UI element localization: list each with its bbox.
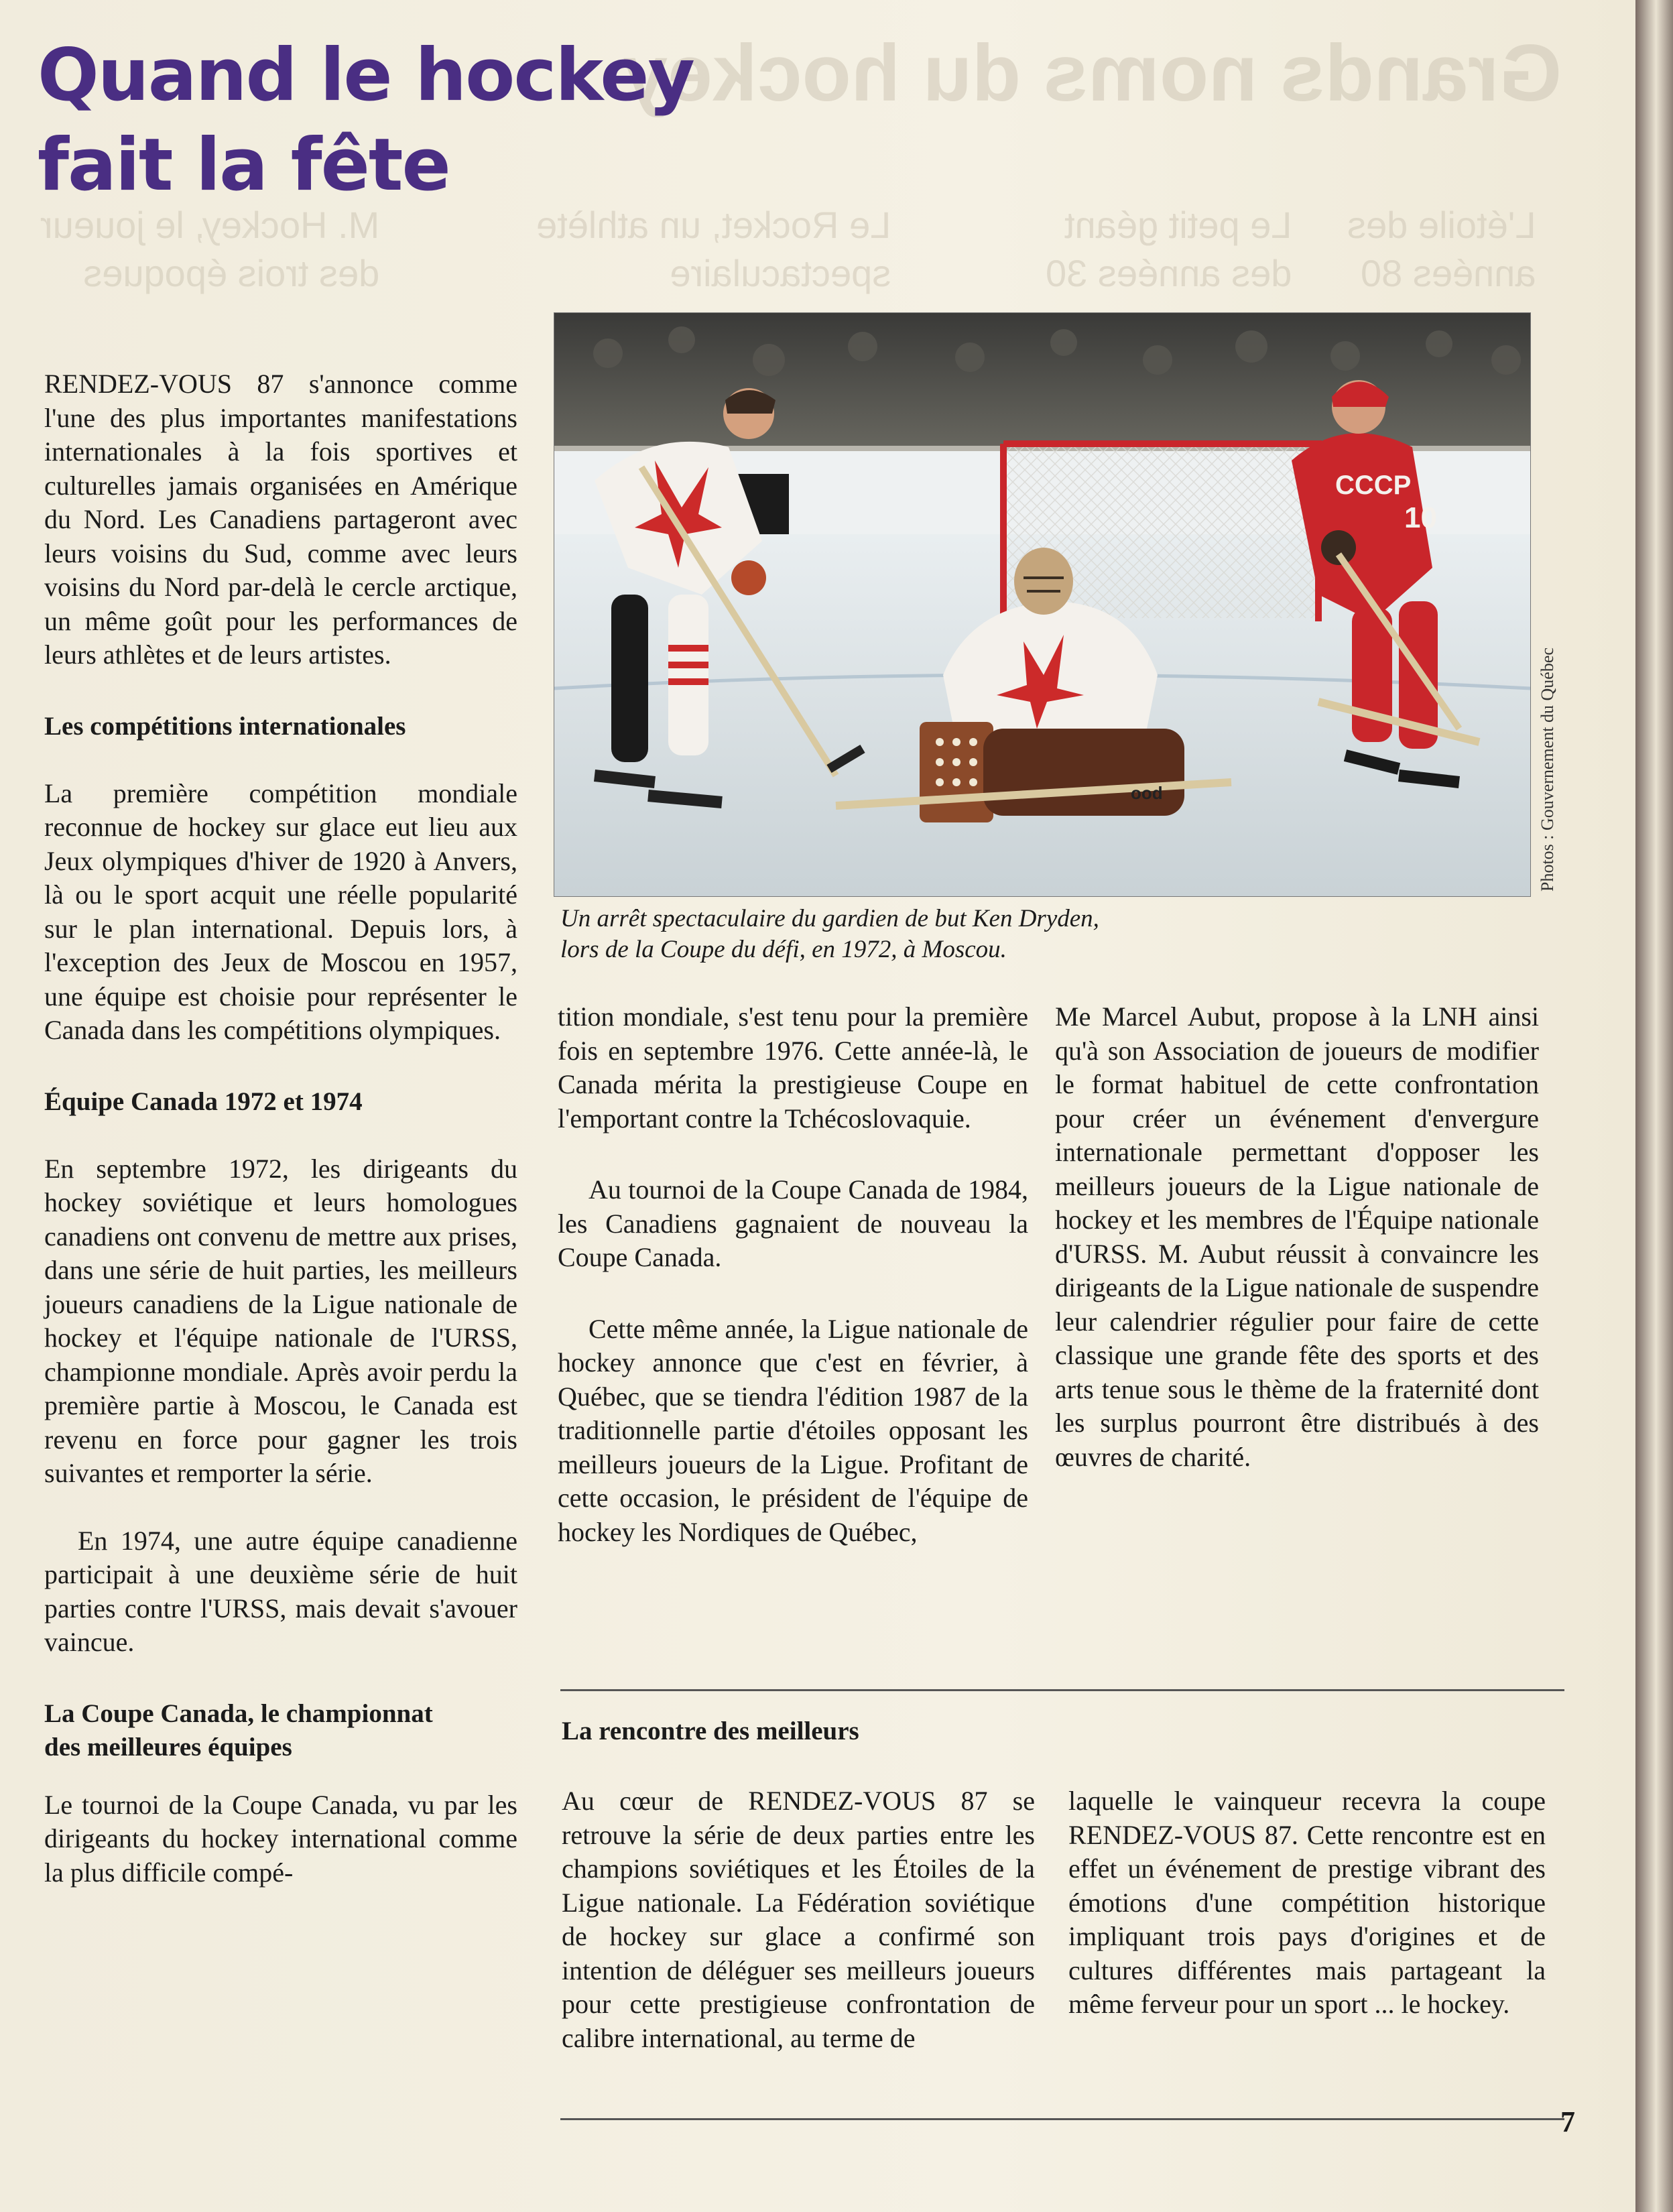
section-rule-bottom	[560, 2118, 1564, 2120]
section-rule-top	[560, 1689, 1564, 1691]
stick-brand: ood	[1131, 783, 1163, 803]
heading-coupe-line-1: La Coupe Canada, le championnat	[44, 1699, 433, 1728]
heading-equipe-canada: Équipe Canada 1972 et 1974	[44, 1087, 363, 1116]
page-title	[38, 31, 694, 210]
bleedthrough-sub-1: M. Hockey, le joueur des trois époques	[40, 204, 380, 294]
title-line-1: Quand le hockey	[38, 34, 694, 117]
hockey-game-illustration	[554, 313, 1530, 896]
photo-caption	[560, 904, 1099, 965]
coupe-paragraph-2: Au tournoi de la Coupe Canada de 1984, les Canadiens gagnaient de nouveau la Coupe Canada.	[558, 1174, 1028, 1272]
column-2	[558, 1000, 1028, 1549]
heading-competitions: Les compétitions internationales	[44, 711, 406, 741]
heading-coupe-line-2: des meilleures équipes	[44, 1732, 292, 1762]
coupe-paragraph-3: Cette même année, la Ligue nationale de hockey annonce que c'est en février, à Québec, que se tiendra l'édition 1987 de la traditionnelle partie d'étoiles opposant les meilleurs joueurs de la Ligue. Profitant de cette occasion, le président de l'équipe de hockey les Nordiques de Québec,	[558, 1313, 1028, 1547]
column-3	[1055, 1000, 1539, 1474]
bleedthrough-sub-3: Le petit géant des années 30	[1046, 204, 1292, 294]
rencontre-paragraph: Au cœur de RENDEZ-VOUS 87 se retrouve la série de deux parties entre les champions soviétiques et les Étoiles de la Ligue nationale. La Fédération soviétique de hockey sur glace a confirmé son intention de déléguer ses meilleurs joueurs pour cette prestigieuse confrontation de calibre international, au terme de	[562, 1786, 1035, 2053]
rencontre-paragraph-cont: laquelle le vainqueur recevra la coupe RENDEZ-VOUS 87. Cette rencontre est en effet un événement de prestige vibrant des émotions d'une compétition historique impliquant trois pays d'origines et de cultures différentes mais partageant la même ferveur pour un sport ... le hockey.	[1068, 1786, 1546, 2019]
caption-line-2: lors de la Coupe du défi, en 1972, à Moscou.	[560, 936, 1007, 963]
jersey-number: 10	[1404, 501, 1437, 534]
equipe-paragraph-1: En septembre 1972, les dirigeants du hockey soviétique et leurs homologues canadiens ont convenu de mettre aux prises, dans une série de huit parties, les meilleurs joueurs canadiens de la Ligue nationale de hockey et l'équipe nationale de l'URSS, championne mondiale. Après avoir perdu la première partie à Moscou, le Canada est revenu en force pour gagner les trois suivantes et remporter la série.	[44, 1153, 517, 1488]
heading-coupe-canada	[44, 1697, 517, 1764]
page-number: 7	[1560, 2105, 1575, 2138]
cccp-lettering: CCCP	[1335, 471, 1412, 500]
bleedthrough-sub-4: L'étoile des années 80	[1347, 204, 1536, 294]
rencontre-column-right	[1068, 1784, 1546, 2022]
rencontre-column-left	[562, 1784, 1035, 2055]
caption-line-1: Un arrêt spectaculaire du gardien de but Ken Dryden,	[560, 905, 1099, 932]
bleedthrough-sub-2: Le Rocket, un athlète spectaculaire	[536, 204, 891, 294]
coupe-paragraph-cont: tition mondiale, s'est tenu pour la première fois en septembre 1976. Cette année-là, le Canada mérita la prestigieuse Coupe en l'emportant contre la Tchécoslovaquie.	[558, 1001, 1028, 1133]
column-1	[44, 367, 517, 1890]
photo-credit: Photos : Gouvernement du Québec	[1538, 648, 1557, 892]
bleedthrough-title: Grands noms du hockey	[623, 28, 1562, 118]
page-edge	[1635, 0, 1673, 2212]
heading-rencontre: La rencontre des meilleurs	[562, 1717, 859, 1745]
intro-paragraph: RENDEZ-VOUS 87 s'annonce comme l'une des plus importantes manifestations internationales à la fois sportives et culturelles jamais organisées en Amérique du Nord. Les Canadiens partageront avec leurs voisins du Sud, comme avec leurs voisins du Nord par-delà le cercle arctique, un même goût pour les performances de leurs athlètes et de leurs artistes.	[44, 369, 517, 670]
title-line-2: fait la fête	[38, 123, 450, 207]
competitions-paragraph: La première compétition mondiale reconnue de hockey sur glace eut lieu aux Jeux olympiques d'hiver de 1920 à Anvers, là ou le sport acquit une réelle popularité sur le plan international. Depuis lors, à l'exception des Jeux de Moscou en 1957, une équipe est choisie pour représenter le Canada dans les compétitions olympiques.	[44, 778, 517, 1045]
rencontre-heading-wrap	[562, 1715, 1433, 1748]
coupe-paragraph-start: Le tournoi de la Coupe Canada, vu par les dirigeants du hockey international comme la plus difficile compé-	[44, 1789, 517, 1888]
aubut-paragraph: Me Marcel Aubut, propose à la LNH ainsi qu'à son Association de joueurs de modifier le format habituel de cette confrontation pour créer un événement d'envergure internationale permettant d'opposer les meilleurs joueurs de la Ligue nationale de hockey et les membres de l'Équipe nationale d'URSS. M. Aubut réussit à convaincre les dirigeants de la Ligue nationale de suspendre leur calendrier régulier pour faire de cette classique une grande fête des sports et des arts tenue sous le thème de la fraternité dont les surplus pourront être distribués à des œuvres de charité.	[1055, 1001, 1539, 1472]
equipe-paragraph-2: En 1974, une autre équipe canadienne participait à une deuxième série de huit parties contre l'URSS, mais devait s'avouer vaincue.	[44, 1525, 517, 1657]
hockey-photo	[554, 312, 1531, 897]
